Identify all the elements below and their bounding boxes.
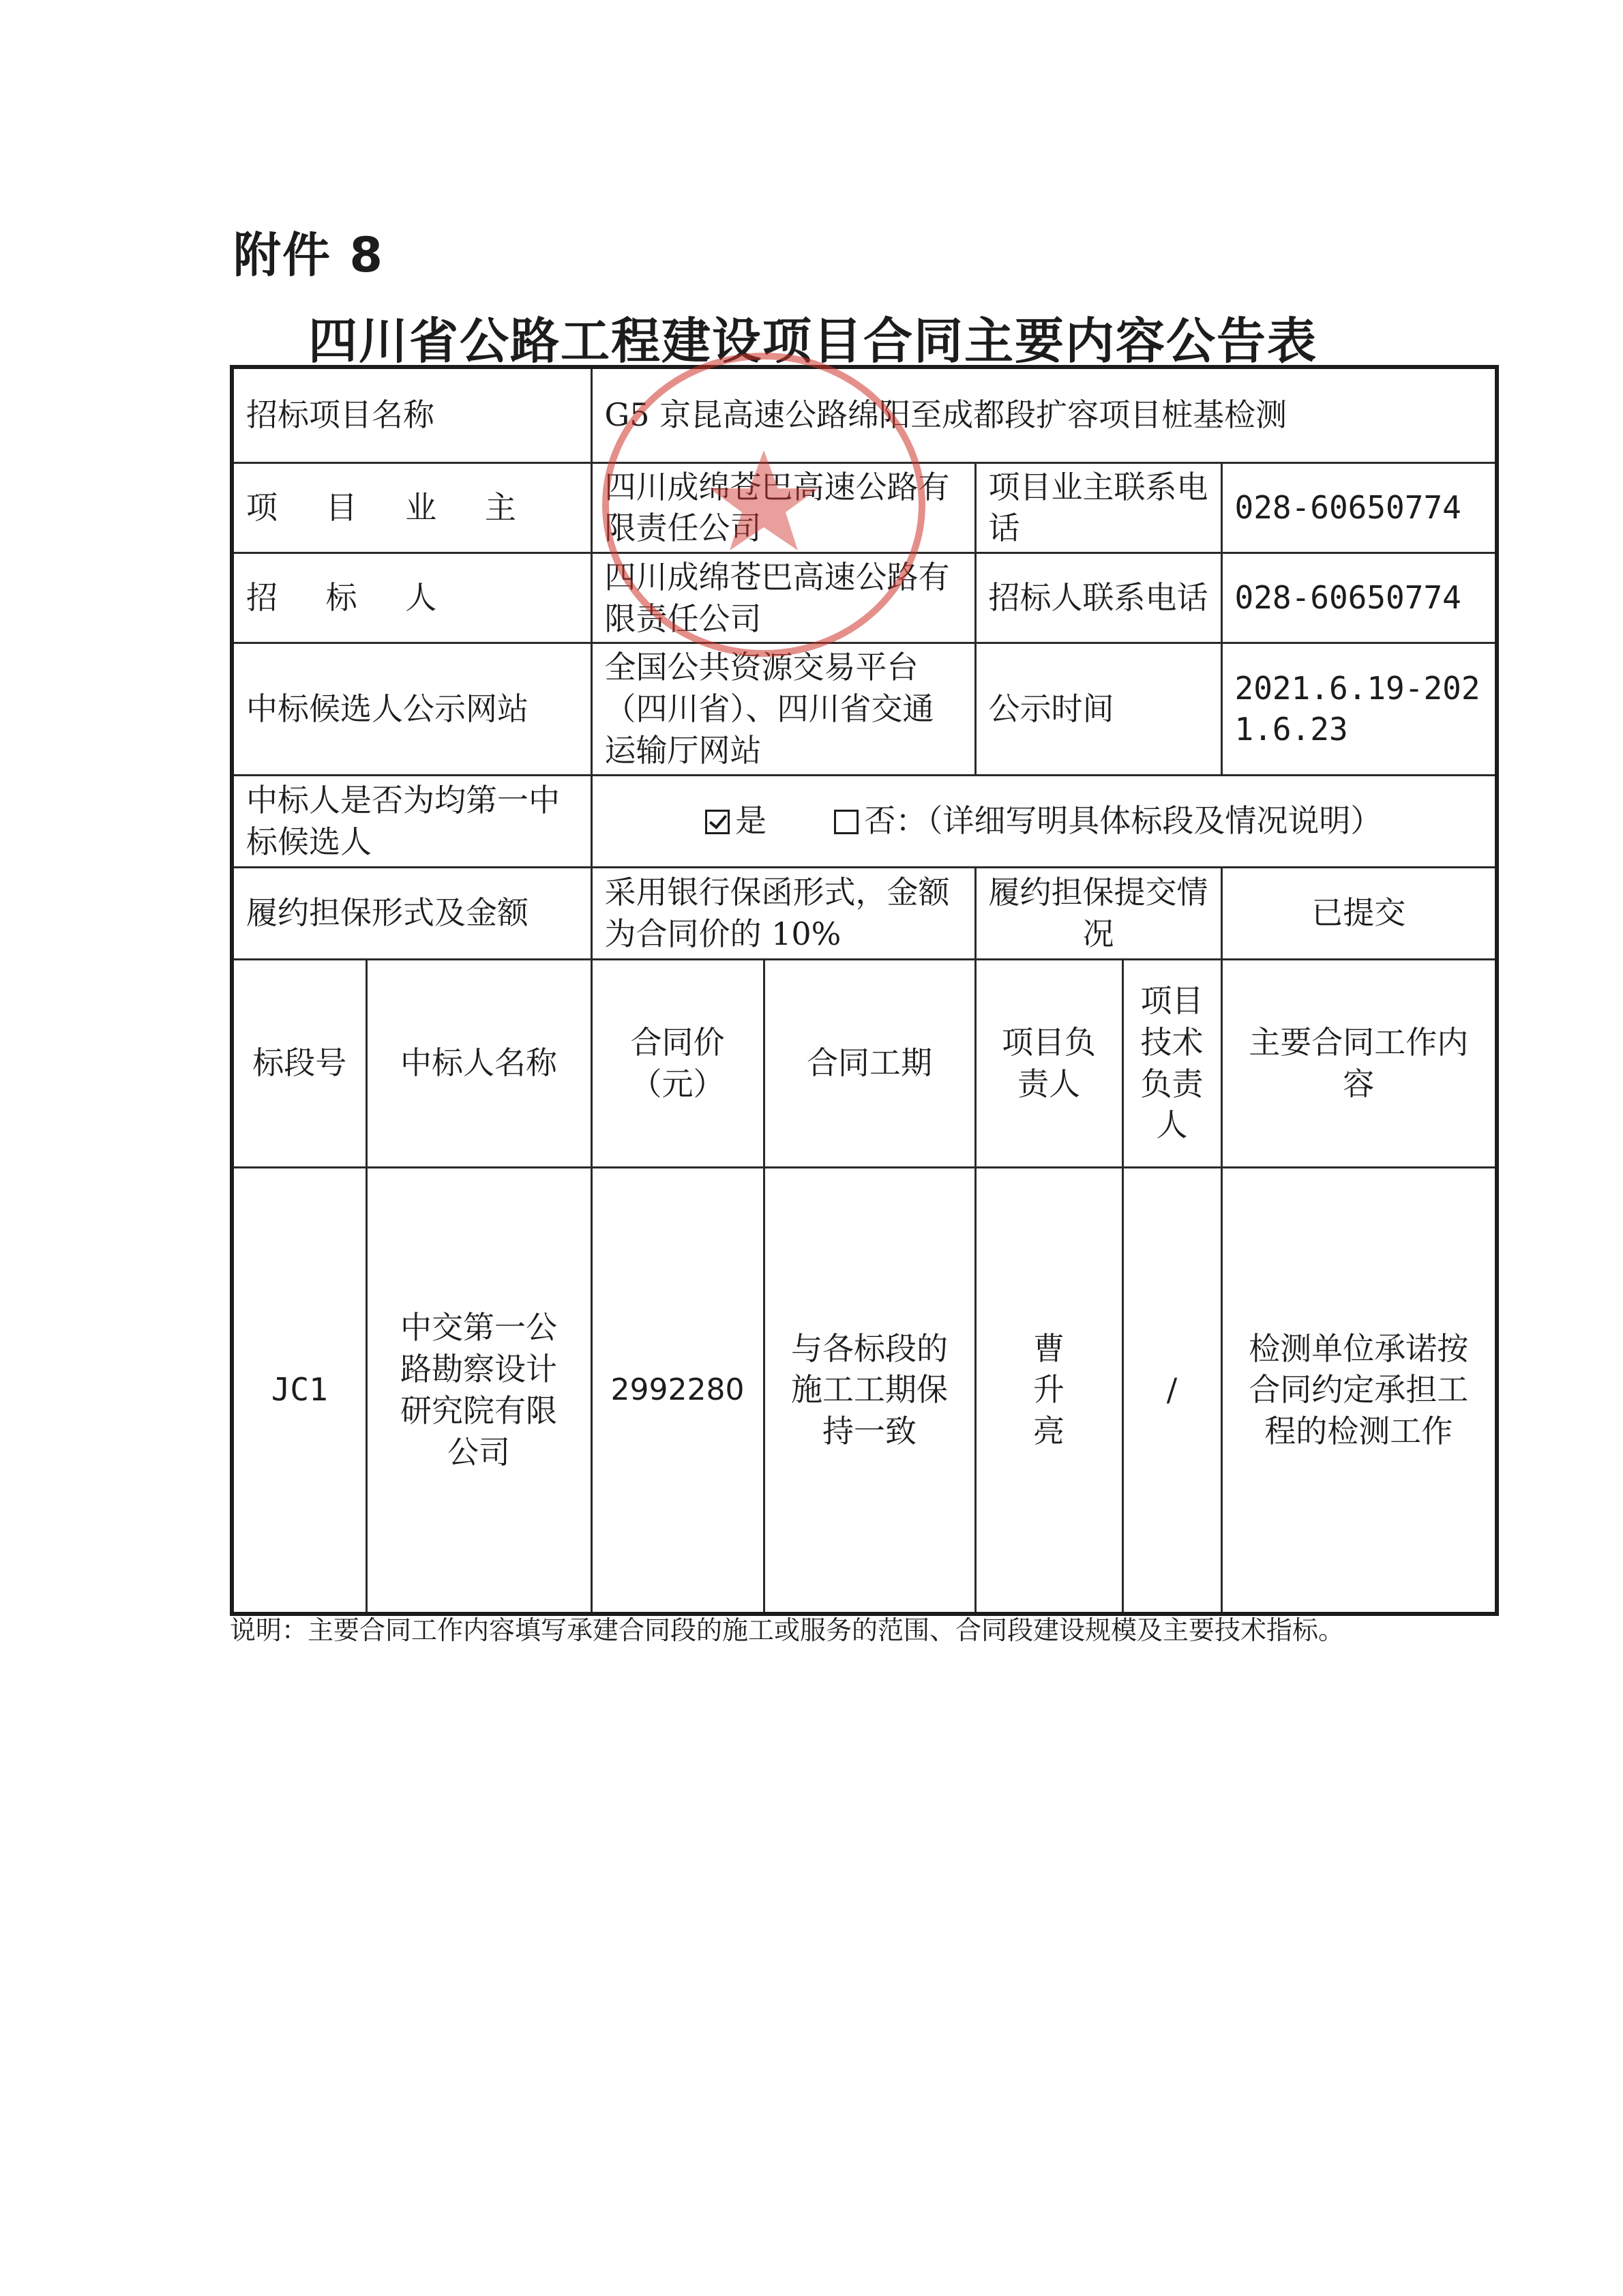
- publicity-time-label: 公示时间: [975, 643, 1221, 775]
- yes-checkbox-icon: [705, 810, 730, 834]
- col-pm: 项目负责人: [975, 959, 1122, 1167]
- owner-label: 项 目 业 主: [232, 462, 591, 553]
- section-cell: JC1: [232, 1167, 366, 1614]
- no-label: 否：（详细写明具体标段及情况说明）: [864, 802, 1382, 840]
- col-winner: 中标人名称: [366, 959, 591, 1167]
- announcement-table: [230, 365, 1499, 1616]
- project-name-value: G5 京昆高速公路绵阳至成都段扩容项目桩基检测: [591, 367, 1497, 462]
- winner-cell: 中交第一公路勘察设计研究院有限公司: [366, 1167, 591, 1614]
- pm-cell: 曹升亮: [975, 1167, 1122, 1614]
- tenderer-label: 招 标 人: [232, 553, 591, 643]
- yes-label: 是: [735, 802, 767, 840]
- first-candidate-options: [591, 775, 1497, 867]
- attachment-label: 附件 8: [233, 227, 385, 283]
- guarantee-status-value: 已提交: [1221, 867, 1497, 959]
- row-guarantee: [232, 867, 1497, 959]
- col-section: 标段号: [232, 959, 366, 1167]
- publicity-site-value: 全国公共资源交易平台（四川省）、四川省交通运输厅网站: [591, 643, 975, 775]
- guarantee-form-label: 履约担保形式及金额: [232, 867, 591, 959]
- row-project-name: [232, 367, 1497, 462]
- owner-phone-value: 028-60650774: [1221, 462, 1497, 553]
- row-publicity: [232, 643, 1497, 775]
- page-title: 四川省公路工程建设项目合同主要内容公告表: [308, 312, 1318, 370]
- tech-cell: /: [1122, 1167, 1221, 1614]
- price-cell: 2992280: [591, 1167, 764, 1614]
- owner-value: 四川成绵苍巴高速公路有限责任公司: [591, 462, 975, 553]
- period-cell: 与各标段的施工工期保持一致: [764, 1167, 975, 1614]
- tenderer-phone-value: 028-60650774: [1221, 553, 1497, 643]
- publicity-time-value: 2021.6.19-2021.6.23: [1221, 643, 1497, 775]
- publicity-site-label: 中标候选人公示网站: [232, 643, 591, 775]
- guarantee-form-value: 采用银行保函形式，金额为合同价的 10%: [591, 867, 975, 959]
- tenderer-value: 四川成绵苍巴高速公路有限责任公司: [591, 553, 975, 643]
- owner-phone-label: 项目业主联系电话: [975, 462, 1221, 553]
- col-period: 合同工期: [764, 959, 975, 1167]
- row-owner: [232, 462, 1497, 553]
- row-first-candidate: [232, 775, 1497, 867]
- col-tech: 项目技术负责人: [1122, 959, 1221, 1167]
- project-name-label: 招标项目名称: [232, 367, 591, 462]
- row-tenderer: [232, 553, 1497, 643]
- tenderer-phone-label: 招标人联系电话: [975, 553, 1221, 643]
- footnote: 说明：主要合同工作内容填写承建合同段的施工或服务的范围、合同段建设规模及主要技术指标。: [230, 1615, 1345, 1645]
- first-candidate-label: 中标人是否为均第一中标候选人: [232, 775, 591, 867]
- content-cell: 检测单位承诺按合同约定承担工程的检测工作: [1221, 1167, 1497, 1614]
- col-content: 主要合同工作内容: [1221, 959, 1497, 1167]
- table-row: [232, 1167, 1497, 1614]
- no-checkbox-icon: [834, 810, 859, 834]
- guarantee-status-label: 履约担保提交情况: [975, 867, 1221, 959]
- column-header-row: [232, 959, 1497, 1167]
- col-price: 合同价（元）: [591, 959, 764, 1167]
